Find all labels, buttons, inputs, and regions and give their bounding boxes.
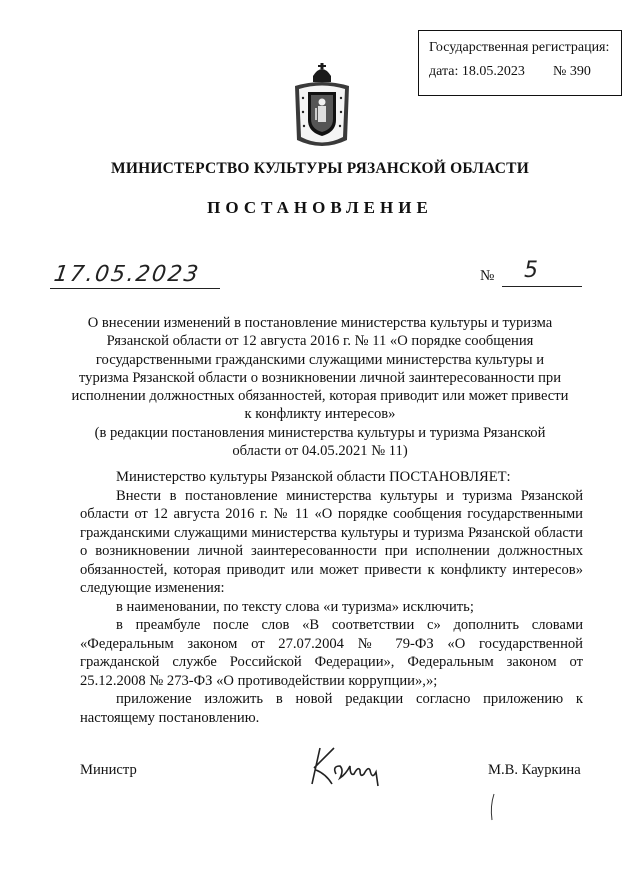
pen-mark-icon bbox=[486, 792, 498, 822]
registration-title: Государственная регистрация: bbox=[429, 40, 610, 55]
subject-title: О внесении изменений в постановление министерства культуры и туризма Рязанской области от 12 августа 2016 г. № 11 «О порядке сообщения государственными гражданскими служащими министерства культуры и туризма Рязанской области о возникновении личной заинтересованности при исполнении должностных обязанностей, которая приводит или может привести к конфликту интересов» bbox=[71, 315, 569, 423]
body-paragraph: Министерство культуры Рязанской области ПОСТАНОВЛЯЕТ: bbox=[116, 469, 511, 485]
signature-icon bbox=[306, 740, 410, 790]
body-paragraph: приложение изложить в новой редакции согласно приложению к настоящему постановлению. bbox=[80, 691, 583, 726]
registration-number: № 390 bbox=[553, 64, 591, 79]
signatory-position: Министр bbox=[80, 762, 137, 778]
document-subject bbox=[70, 314, 570, 460]
body-paragraph: Внести в постановление министерства культуры и туризма Рязанской области от 12 августа 2016 г. № 11 «О порядке сообщения государственными гражданскими служащими министерства культуры и туризма Рязанской области о возникновении личной заинтересованности при исполнении должностных обязанностей, которая приводит или может привести к конфликту интересов» следующие изменения: bbox=[80, 487, 583, 596]
body-paragraph: в наименовании, по тексту слова «и туризма» исключить; bbox=[116, 598, 474, 615]
handwritten-number: 5 bbox=[524, 258, 538, 283]
number-label: № bbox=[480, 268, 495, 284]
date-underline bbox=[50, 288, 220, 289]
document-type: ПОСТАНОВЛЕНИЕ bbox=[207, 198, 433, 217]
signatory-name: М.В. Кауркина bbox=[488, 762, 581, 778]
number-underline bbox=[502, 286, 582, 287]
body-paragraph: в преамбуле после слов «В соответствии с» дополнить словами «Федеральным законом от 27.07.2004 № 79-ФЗ «О государственной гражданской службе Российской Федерации», Федеральным законом от 25.12.2008 № 273-ФЗ «О противодействии коррупции»,»; bbox=[80, 617, 583, 689]
document-body bbox=[80, 468, 583, 727]
handwritten-date: 17.05.2023 bbox=[52, 262, 202, 287]
subject-edition: (в редакции постановления министерства культуры и туризма Рязанской области от 04.05.2021 № 11) bbox=[94, 424, 546, 460]
registration-date: дата: 18.05.2023 bbox=[429, 64, 525, 79]
ministry-name: МИНИСТЕРСТВО КУЛЬТУРЫ РЯЗАНСКОЙ ОБЛАСТИ bbox=[111, 160, 529, 177]
coat-of-arms-icon bbox=[291, 62, 353, 152]
registration-stamp bbox=[418, 30, 622, 96]
